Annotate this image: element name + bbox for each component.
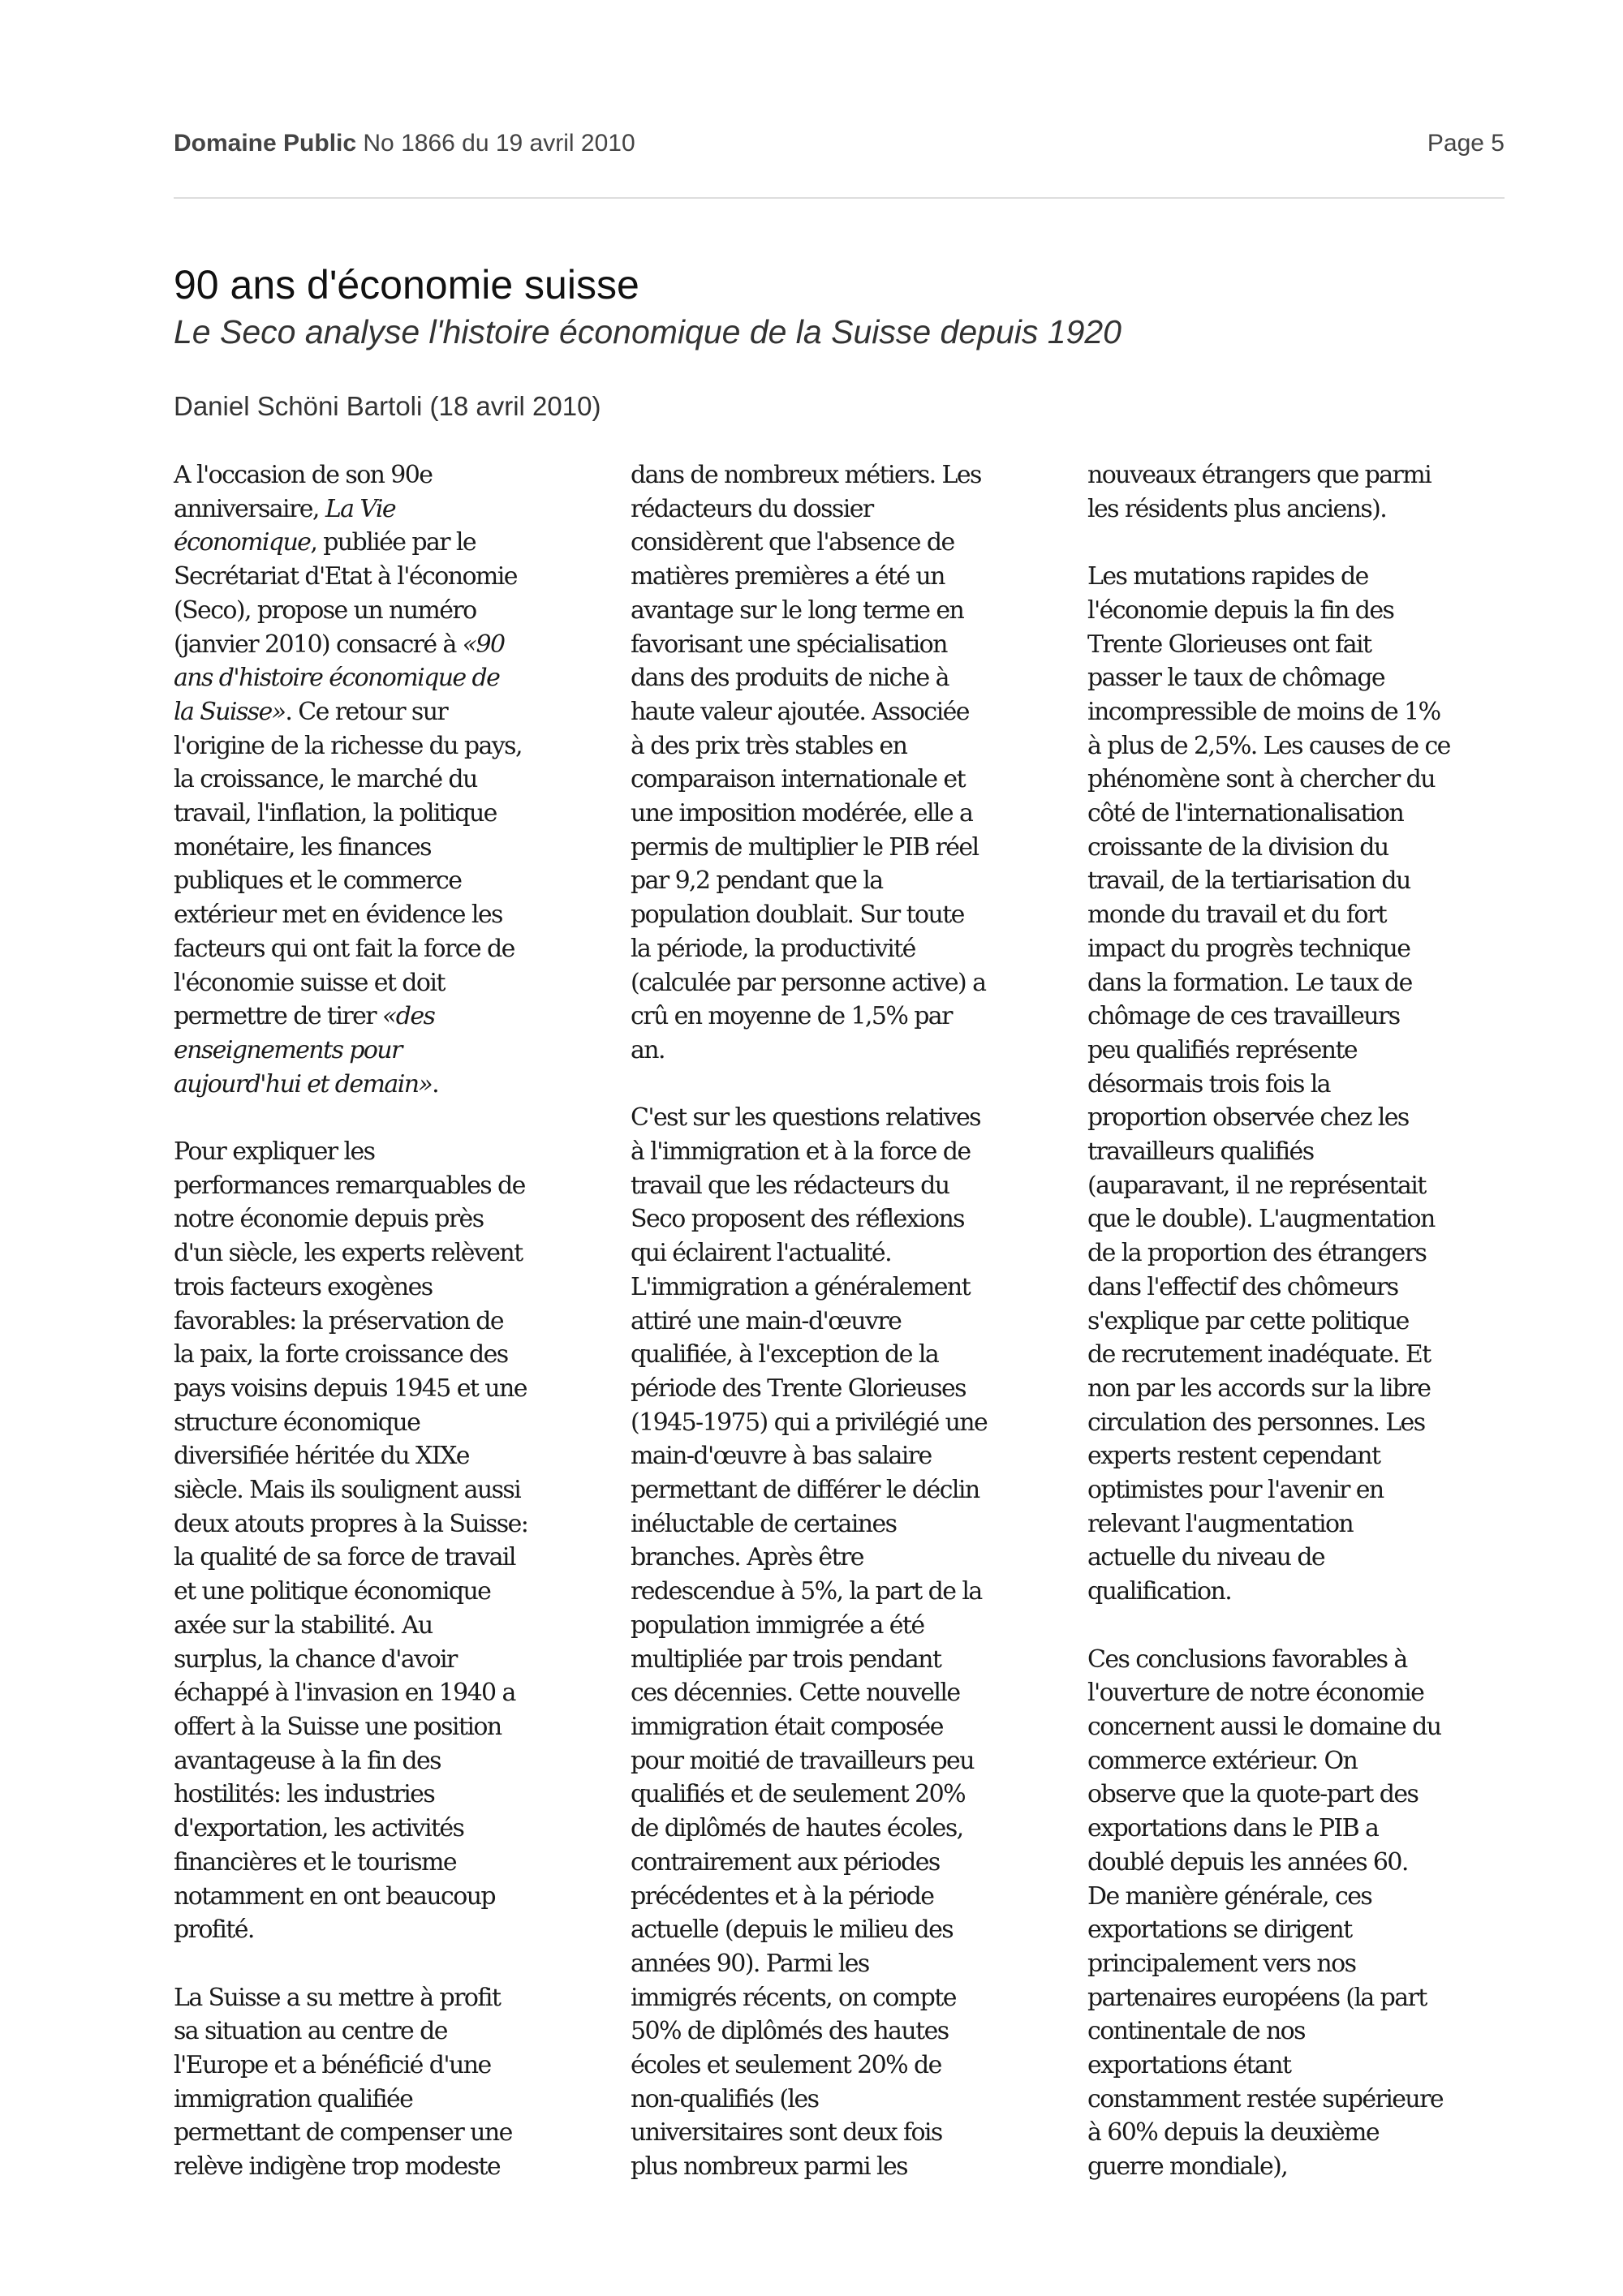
text-line: De manière générale, ces [1087, 1881, 1372, 1911]
text-line: Pour expliquer les [174, 1137, 375, 1167]
text-line: Seco proposent des réflexions [631, 1205, 964, 1234]
text-line: redescendue à 5%, la part de la [631, 1577, 982, 1606]
text-line: principalement vers nos [1087, 1949, 1356, 1978]
text-line: multipliée par trois pendant [631, 1645, 941, 1674]
text-line: permettre de tirer «des [174, 1002, 435, 1031]
text-column-2 [631, 458, 1048, 2184]
text-line: l'économie depuis la fin des [1087, 595, 1394, 625]
text-line: immigration qualifiée [174, 2084, 413, 2113]
text-line: concernent aussi le domaine du [1087, 1712, 1441, 1741]
text-line: travail, de la tertiarisation du [1087, 866, 1410, 896]
text-line: constamment restée supérieure [1087, 2084, 1444, 2113]
text-line: ces décennies. Cette nouvelle [631, 1679, 960, 1708]
text-column-1 [174, 458, 592, 2184]
text-line: haute valeur ajoutée. Associée [631, 697, 969, 726]
text-line: favorisant une spécialisation [631, 630, 947, 659]
publication-name: Domaine Public [174, 130, 357, 157]
text-line: à plus de 2,5%. Les causes de ce [1087, 731, 1450, 760]
page-header [174, 130, 1505, 157]
article-byline: Daniel Schöni Bartoli (18 avril 2010) [174, 391, 601, 421]
text-line: échappé à l'invasion en 1940 a [174, 1679, 515, 1708]
text-line: avantageuse à la fin des [174, 1746, 441, 1775]
text-line: travail, l'inflation, la politique [174, 799, 497, 828]
text-line: qualifiée, à l'exception de la [631, 1340, 939, 1369]
text-line: et une politique économique [174, 1577, 491, 1606]
paragraph [631, 458, 1048, 1068]
text-line: comparaison internationale et [631, 765, 966, 794]
text-line: extérieur met en évidence les [174, 901, 502, 930]
text-line: impact du progrès technique [1087, 934, 1410, 963]
text-line: Ces conclusions favorables à [1087, 1645, 1407, 1674]
text-line: profité. [174, 1915, 254, 1945]
text-line: les résidents plus anciens). [1087, 494, 1387, 523]
text-line: diversifiée héritée du XIXe [174, 1442, 469, 1471]
text-line: offert à la Suisse une position [174, 1713, 502, 1741]
text-line: que le double). L'augmentation [1087, 1205, 1435, 1234]
text-line: la paix, la forte croissance des [174, 1340, 508, 1369]
text-line: permettant de différer le déclin [631, 1476, 979, 1505]
paragraph [1087, 458, 1505, 526]
text-line: de la proportion des étrangers [1087, 1239, 1427, 1268]
text-line: rédacteurs du dossier [631, 494, 873, 523]
text-line: performances remarquables de [174, 1171, 525, 1200]
text-line: monétaire, les finances [174, 832, 431, 862]
text-line: exportations se dirigent [1087, 1915, 1352, 1945]
text-line: à l'immigration et à la force de [631, 1137, 971, 1167]
text-line: (auparavant, il ne représentait [1087, 1171, 1426, 1200]
text-line: A l'occasion de son 90e [174, 461, 433, 489]
text-line: proportion observée chez les [1087, 1103, 1409, 1133]
text-line: doublé depuis les années 60. [1087, 1847, 1408, 1877]
text-line: phénomène sont à chercher du [1087, 765, 1435, 794]
text-line: inéluctable de certaines [631, 1509, 897, 1538]
text-line: (Seco), propose un numéro [174, 595, 476, 625]
page-number: Page 5 [1427, 130, 1505, 157]
text-line: contrairement aux périodes [631, 1847, 940, 1877]
issue-info: No 1866 du 19 avril 2010 [363, 130, 635, 157]
text-line: observe que la quote-part des [1087, 1780, 1419, 1809]
text-line: considèrent que l'absence de [631, 528, 954, 557]
text-line: travailleurs qualifiés [1087, 1137, 1314, 1167]
text-line: La Suisse a su mettre à profit [174, 1983, 501, 2012]
text-line: à 60% depuis la deuxième [1087, 2118, 1380, 2148]
text-line: période des Trente Glorieuses [631, 1374, 966, 1403]
text-line: circulation des personnes. Les [1087, 1408, 1425, 1437]
text-line: relève indigène trop modeste [174, 2152, 501, 2182]
text-line: aujourd'hui et demain». [174, 1069, 439, 1099]
text-line: immigration était composée [631, 1713, 943, 1741]
text-line: continentale de nos [1087, 2017, 1305, 2046]
text-line: universitaires sont deux fois [631, 2118, 942, 2148]
text-line: deux atouts propres à la Suisse: [174, 1509, 528, 1538]
text-line: qualifiés et de seulement 20% [631, 1780, 966, 1809]
text-line: chômage de ces travailleurs [1087, 1002, 1400, 1031]
text-line: dans des produits de niche à [631, 664, 949, 693]
text-line: nouveaux étrangers que parmi [1087, 461, 1431, 489]
text-line: économique, publiée par le [174, 528, 476, 557]
text-line: de diplômés de hautes écoles, [631, 1814, 963, 1843]
paragraph [174, 1135, 592, 1947]
text-line: notamment en ont beaucoup [174, 1881, 496, 1911]
text-line: relevant l'augmentation [1087, 1509, 1354, 1538]
text-line: an. [631, 1035, 665, 1064]
text-line: la Suisse». Ce retour sur [174, 697, 448, 726]
text-line: optimistes pour l'avenir en [1087, 1476, 1384, 1505]
text-line: l'ouverture de notre économie [1087, 1679, 1424, 1708]
text-line: facteurs qui ont fait la force de [174, 934, 514, 963]
text-line: de recrutement inadéquate. Et [1087, 1340, 1431, 1369]
text-line: main-d'œuvre à bas salaire [631, 1442, 932, 1471]
text-line: population doublait. Sur toute [631, 901, 964, 930]
text-line: dans l'effectif des chômeurs [1087, 1272, 1398, 1301]
text-line: la période, la productivité [631, 934, 915, 963]
text-line: qualification. [1087, 1577, 1232, 1606]
text-line: experts restent cependant [1087, 1442, 1380, 1471]
text-line: permis de multiplier le PIB réel [631, 832, 979, 862]
text-line: la croissance, le marché du [174, 765, 477, 794]
text-line: Secrétariat d'Etat à l'économie [174, 562, 517, 591]
text-line: Les mutations rapides de [1087, 562, 1368, 591]
text-line: actuelle (depuis le milieu des [631, 1915, 954, 1945]
text-line: siècle. Mais ils soulignent aussi [174, 1476, 521, 1505]
text-line: financières et le tourisme [174, 1847, 457, 1877]
text-line: surplus, la chance d'avoir [174, 1645, 457, 1674]
text-line: années 90). Parmi les [631, 1949, 869, 1978]
text-line: C'est sur les questions relatives [631, 1103, 980, 1133]
text-line: structure économique [174, 1408, 420, 1437]
text-line: passer le taux de chômage [1087, 664, 1385, 693]
text-line: d'un siècle, les experts relèvent [174, 1239, 523, 1268]
text-line: écoles et seulement 20% de [631, 2051, 941, 2080]
paragraph [1087, 560, 1505, 1609]
text-line: Trente Glorieuses ont fait [1087, 630, 1371, 659]
text-column-3 [1087, 458, 1505, 2184]
text-line: d'exportation, les activités [174, 1814, 464, 1843]
article-title: 90 ans d'économie suisse [174, 262, 639, 307]
text-line: L'immigration a généralement [631, 1272, 971, 1301]
text-line: avantage sur le long terme en [631, 595, 964, 625]
text-line: l'économie suisse et doit [174, 968, 445, 997]
text-line: (1945-1975) qui a privilégié une [631, 1408, 988, 1437]
text-line: immigrés récents, on compte [631, 1983, 956, 2012]
text-line: monde du travail et du fort [1087, 901, 1386, 930]
text-line: sa situation au centre de [174, 2017, 447, 2046]
text-line: commerce extérieur. On [1087, 1746, 1358, 1775]
paragraph [1087, 1643, 1505, 2184]
text-line: matières premières a été un [631, 562, 945, 591]
text-line: permettant de compenser une [174, 2118, 512, 2148]
paragraph [174, 1981, 592, 2184]
text-line: favorables: la préservation de [174, 1306, 503, 1335]
text-line: (janvier 2010) consacré à «90 [174, 630, 505, 659]
text-line: actuelle du niveau de [1087, 1543, 1325, 1572]
text-line: (calculée par personne active) a [631, 968, 986, 997]
text-line: travail que les rédacteurs du [631, 1171, 949, 1200]
article-subtitle: Le Seco analyse l'histoire économique de la Suisse depuis 1920 [174, 313, 1121, 350]
text-line: incompressible de moins de 1% [1087, 697, 1440, 726]
text-line: guerre mondiale), [1087, 2152, 1288, 2182]
text-line: attiré une main-d'œuvre [631, 1306, 902, 1335]
text-line: précédentes et à la période [631, 1881, 934, 1911]
text-line: côté de l'internationalisation [1087, 799, 1404, 828]
text-line: par 9,2 pendant que la [631, 866, 883, 896]
text-line: peu qualifiés représente [1087, 1035, 1358, 1064]
text-line: pays voisins depuis 1945 et une [174, 1374, 527, 1403]
text-line: anniversaire, La Vie [174, 494, 396, 523]
text-line: exportations étant [1087, 2051, 1291, 2080]
text-line: enseignements pour [174, 1035, 402, 1064]
text-line: hostilités: les industries [174, 1780, 435, 1809]
text-line: dans de nombreux métiers. Les [631, 461, 981, 489]
text-line: l'Europe et a bénéficié d'une [174, 2051, 491, 2080]
text-line: 50% de diplômés des hautes [631, 2017, 949, 2046]
text-line: une imposition modérée, elle a [631, 799, 973, 828]
paragraph [631, 1101, 1048, 2184]
text-line: ans d'histoire économique de [174, 664, 500, 693]
text-line: publiques et le commerce [174, 866, 462, 896]
text-line: dans la formation. Le taux de [1087, 968, 1412, 997]
header-divider [174, 197, 1505, 199]
text-line: l'origine de la richesse du pays, [174, 731, 522, 760]
text-line: notre économie depuis près [174, 1205, 484, 1234]
text-line: crû en moyenne de 1,5% par [631, 1002, 952, 1031]
text-line: trois facteurs exogènes [174, 1272, 433, 1301]
paragraph [174, 458, 592, 1101]
text-line: axée sur la stabilité. Au [174, 1610, 433, 1640]
text-line: pour moitié de travailleurs peu [631, 1746, 974, 1775]
text-line: croissante de la division du [1087, 832, 1388, 862]
text-line: la qualité de sa force de travail [174, 1543, 515, 1572]
text-line: non par les accords sur la libre [1087, 1374, 1431, 1403]
text-line: désormais trois fois la [1087, 1069, 1330, 1099]
text-line: exportations dans le PIB a [1087, 1814, 1379, 1843]
text-line: à des prix très stables en [631, 731, 907, 760]
text-line: population immigrée a été [631, 1610, 924, 1640]
text-line: branches. Après être [631, 1543, 863, 1572]
text-line: non-qualifiés (les [631, 2084, 819, 2113]
text-line: plus nombreux parmi les [631, 2152, 907, 2182]
text-line: s'explique par cette politique [1087, 1306, 1409, 1335]
text-line: qui éclairent l'actualité. [631, 1239, 892, 1268]
text-line: partenaires européens (la part [1087, 1983, 1427, 2012]
